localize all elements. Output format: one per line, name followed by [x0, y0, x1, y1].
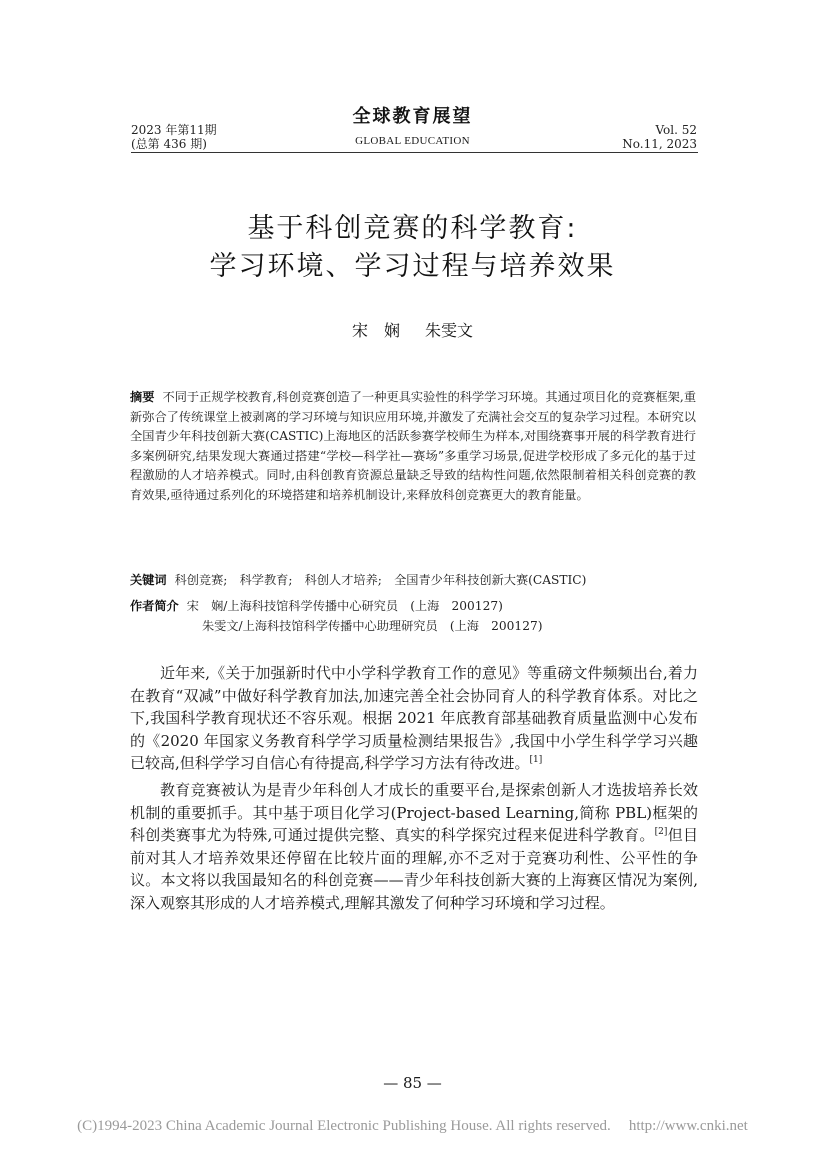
author-name: 宋 娴: [351, 321, 400, 340]
issue-year-number: 2023 年第11期: [131, 123, 217, 137]
journal-masthead: [0, 106, 825, 148]
keywords-block: [130, 571, 696, 591]
author-name: 朱雯文: [425, 321, 474, 340]
keywords-text: 科创竞赛; 科学教育; 科创人才培养; 全国青少年科技创新大赛(CASTIC): [174, 573, 587, 587]
page-number: — 85 —: [383, 1074, 442, 1092]
keywords-label: 关键词: [130, 573, 167, 587]
journal-title-en: GLOBAL EDUCATION: [355, 135, 470, 147]
author-list: [0, 318, 825, 341]
header-divider: [131, 152, 698, 153]
volume-number: Vol. 52: [655, 123, 697, 137]
citation-ref[interactable]: [1]: [529, 755, 543, 766]
article-title-line1: 基于科创竞赛的科学教育:: [247, 213, 578, 244]
journal-title-cn: 全球教育展望: [352, 106, 473, 127]
body-paragraph-1-text: 近年来,《关于加强新时代中小学科学教育工作的意见》等重磅文件频频出台,着力在教育“双减”中做好科学教育加法,加速完善全社会协同育人的科学教育体系。对比之下,我国科学教育现状还不容乐观。根据 2021 年底教育部基础教育质量监测中心发布的《2020 年国家义务教育科学学习质量检测结果报告》,我国中小学生科学学习兴趣已较高,但科学学习自信心有待提高,科学学习方法有待改进。: [130, 664, 698, 773]
author-info-line1: 宋 娴/上海科技馆科学传播中心研究员 (上海 200127): [186, 599, 503, 613]
body-paragraph: [130, 779, 698, 915]
abstract-text: 不同于正规学校教育,科创竞赛创造了一种更具实验性的科学学习环境。其通过项目化的竞赛框架,重新弥合了传统课堂上被剥离的学习环境与知识应用环境,并激发了充满社会交互的复杂学习过程。本研究以全国青少年科技创新大赛(CASTIC)上海地区的活跃参赛学校师生为样本,对围绕赛事开展的科学教育进行多案例研究,结果发现大赛通过搭建“学校—科学社—赛场”多重学习场景,促进学校形成了多元化的基于过程激励的人才培养模式。同时,由科创教育资源总量缺乏导致的结构性问题,依然限制着相关科创竞赛的教育效果,亟待通过系列化的环境搭建和培养机制设计,来释放科创竞赛更大的教育能量。: [130, 390, 697, 502]
body-paragraph: [130, 662, 698, 775]
issue-number-year: No.11, 2023: [622, 137, 697, 151]
copyright-text: (C)1994-2023 China Academic Journal Electronic Publishing House. All rights reserved.: [77, 1118, 611, 1134]
article-title-line2: 学习环境、学习过程与培养效果: [209, 251, 616, 282]
author-info-line2: 朱雯文/上海科技馆科学传播中心助理研究员 (上海 200127): [202, 618, 543, 633]
volume-info: [622, 123, 697, 151]
abstract-label: 摘要: [130, 390, 155, 404]
author-info-label: 作者简介: [130, 599, 179, 613]
article-body: [130, 662, 698, 919]
body-paragraph-2b-text: 但目前对其人才培养效果还停留在比较片面的理解,亦不乏对于竞赛功利性、公平性的争议。本文将以我国最知名的科创竞赛——青少年科技创新大赛的上海赛区情况为案例,深入观察其形成的人才培养模式,理解其激发了何种学习环境和学习过程。: [130, 826, 698, 912]
cnki-link[interactable]: http://www.cnki.net: [628, 1118, 748, 1134]
citation-ref[interactable]: [2]: [654, 827, 668, 838]
copyright-footer: [0, 1118, 825, 1135]
abstract-block: [130, 388, 696, 506]
author-info-block: [130, 597, 696, 636]
body-paragraph-2a-text: 教育竞赛被认为是青少年科创人才成长的重要平台,是探索创新人才选拔培养长效机制的重要抓手。其中基于项目化学习(Project-based Learning,简称 PBL)框架的科创类赛事尤为特殊,可通过提供完整、真实的科学探究过程来促进科学教育。: [130, 780, 698, 845]
article-title: [0, 210, 825, 286]
issue-total-number: (总第 436 期): [131, 137, 207, 151]
